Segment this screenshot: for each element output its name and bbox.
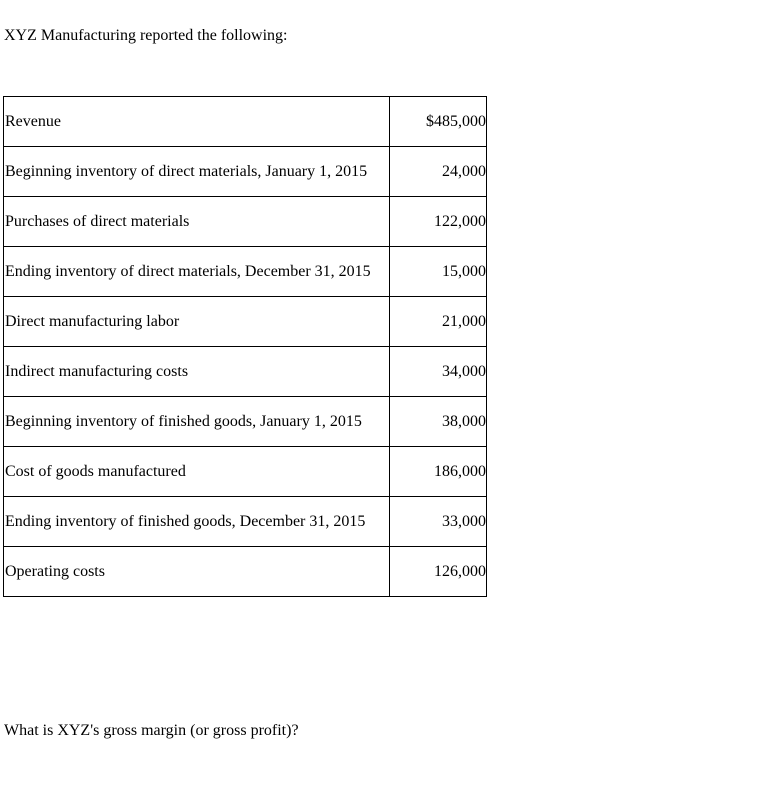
row-label: Ending inventory of finished goods, December 31, 2015 [4, 497, 390, 547]
row-value: 21,000 [390, 297, 487, 347]
row-label: Beginning inventory of finished goods, January 1, 2015 [4, 397, 390, 447]
table-row [4, 497, 487, 547]
intro-text: XYZ Manufacturing reported the following: [4, 27, 288, 44]
row-label: Ending inventory of direct materials, December 31, 2015 [4, 247, 390, 297]
table-row [4, 247, 487, 297]
table-row [4, 547, 487, 597]
row-value: 126,000 [390, 547, 487, 597]
row-value: 33,000 [390, 497, 487, 547]
table-row [4, 447, 487, 497]
row-label: Purchases of direct materials [4, 197, 390, 247]
row-value: 34,000 [390, 347, 487, 397]
row-label: Operating costs [4, 547, 390, 597]
row-label: Indirect manufacturing costs [4, 347, 390, 397]
row-value: 24,000 [390, 147, 487, 197]
row-value: 38,000 [390, 397, 487, 447]
question-text: What is XYZ's gross margin (or gross profit)? [4, 722, 299, 739]
table-row [4, 197, 487, 247]
table-row [4, 297, 487, 347]
table-row [4, 147, 487, 197]
table-row [4, 397, 487, 447]
row-label: Direct manufacturing labor [4, 297, 390, 347]
row-value: 15,000 [390, 247, 487, 297]
row-value: $485,000 [390, 97, 487, 147]
row-value: 186,000 [390, 447, 487, 497]
row-label: Beginning inventory of direct materials, January 1, 2015 [4, 147, 390, 197]
row-label: Cost of goods manufactured [4, 447, 390, 497]
row-value: 122,000 [390, 197, 487, 247]
table-row [4, 347, 487, 397]
financial-data-table [3, 96, 487, 597]
row-label: Revenue [4, 97, 390, 147]
table-row [4, 97, 487, 147]
